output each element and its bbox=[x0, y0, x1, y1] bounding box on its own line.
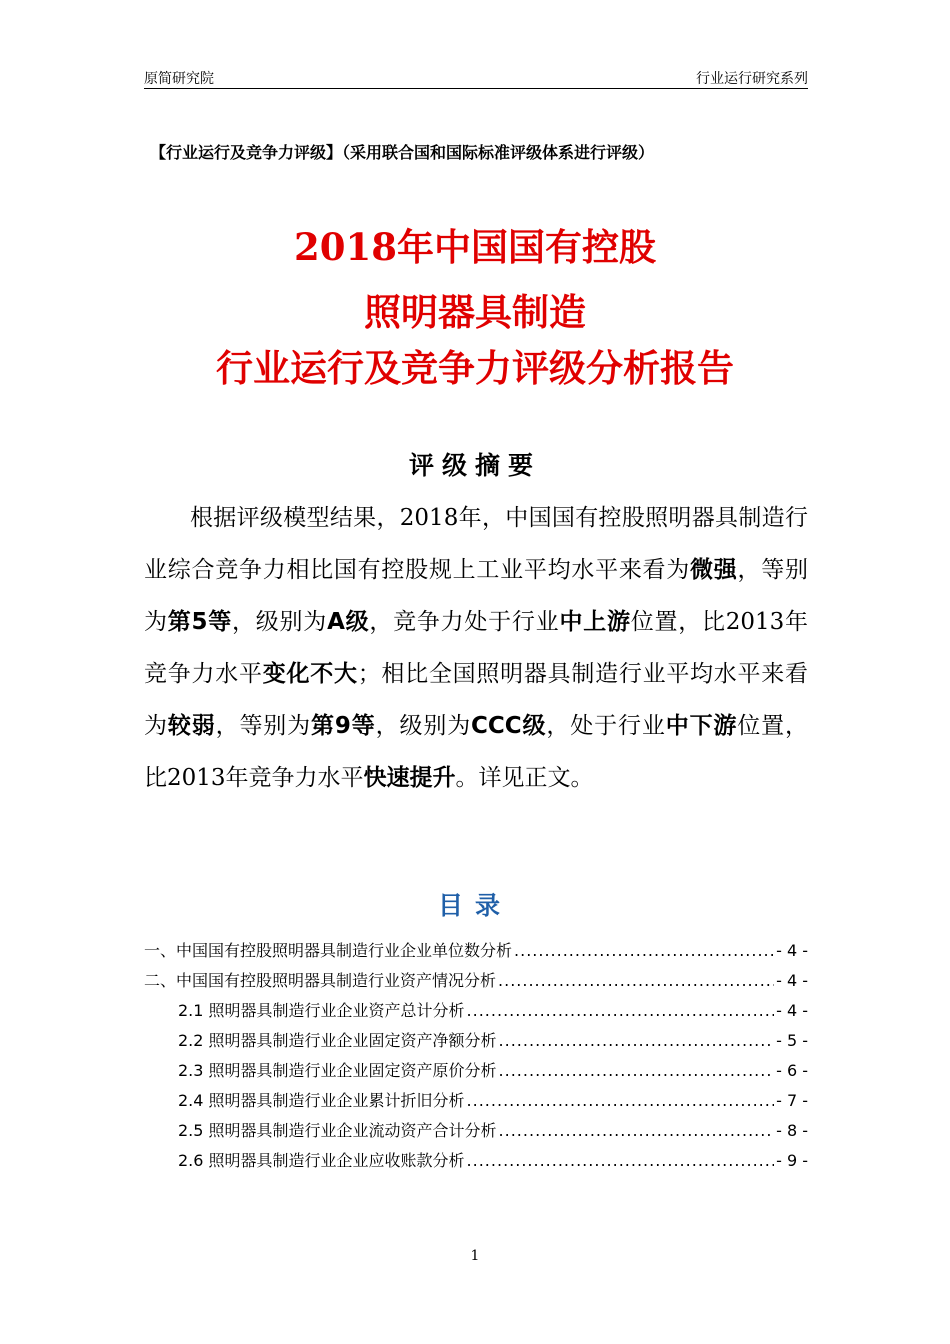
toc-item[interactable] bbox=[144, 966, 808, 996]
header-series: 行业运行研究系列 bbox=[696, 71, 808, 87]
table-of-contents bbox=[144, 936, 808, 1176]
toc-leader-dots bbox=[499, 1026, 775, 1056]
toc-leader-dots bbox=[467, 1086, 775, 1116]
toc-item-page: - 7 - bbox=[776, 1091, 808, 1110]
toc-item-label: 2.3 照明器具制造行业企业固定资产原价分析 bbox=[178, 1061, 497, 1080]
toc-leader-dots bbox=[499, 1056, 775, 1086]
toc-item-label: 一、中国国有控股照明器具制造行业企业单位数分析 bbox=[144, 941, 513, 960]
toc-leader-dots bbox=[499, 1116, 775, 1146]
toc-item-label: 2.6 照明器具制造行业企业应收账款分析 bbox=[178, 1151, 465, 1170]
abstract-text: ，等别为 bbox=[144, 557, 809, 635]
abstract-text: 位置，比2013年竞争力水平 bbox=[144, 609, 809, 687]
abstract-text: ；相比全国照明器具制造行业平均水平来看为 bbox=[144, 661, 809, 739]
toc-leader-dots bbox=[467, 996, 775, 1026]
page-header bbox=[144, 66, 808, 89]
toc-leader-dots bbox=[514, 936, 774, 966]
toc-item-label: 二、中国国有控股照明器具制造行业资产情况分析 bbox=[144, 971, 497, 990]
abstract-emphasis: A级 bbox=[327, 609, 370, 635]
abstract-emphasis: 较弱 bbox=[167, 713, 216, 739]
toc-item[interactable] bbox=[144, 1056, 808, 1086]
toc-leader-dots bbox=[498, 966, 774, 996]
abstract-emphasis: 中上游 bbox=[559, 609, 631, 635]
abstract-text: 位置，比2013年竞争力水平 bbox=[144, 713, 808, 791]
report-title-line-2: 照明器具制造 bbox=[364, 290, 586, 334]
abstract-text: ，处于行业 bbox=[546, 713, 666, 739]
abstract-emphasis: 快速提升 bbox=[363, 765, 456, 791]
toc-item[interactable] bbox=[144, 1026, 808, 1056]
toc-item-page: - 5 - bbox=[776, 1031, 808, 1050]
toc-item[interactable] bbox=[144, 1086, 808, 1116]
abstract-text: ，级别为 bbox=[375, 713, 472, 739]
abstract-emphasis: 第9等 bbox=[311, 713, 376, 739]
rating-line: 【行业运行及竞争力评级】（采用联合国和国际标准评级体系进行评级） bbox=[150, 143, 655, 162]
toc-item-page: - 9 - bbox=[776, 1151, 808, 1170]
abstract-text: ，等别为 bbox=[215, 713, 312, 739]
toc-item[interactable] bbox=[144, 996, 808, 1026]
toc-item[interactable] bbox=[144, 1116, 808, 1146]
toc-item-label: 2.5 照明器具制造行业企业流动资产合计分析 bbox=[178, 1121, 497, 1140]
abstract-emphasis: 变化不大 bbox=[262, 661, 358, 687]
abstract-emphasis: 第5等 bbox=[167, 609, 233, 635]
toc-item[interactable] bbox=[144, 936, 808, 966]
toc-item-label: 2.2 照明器具制造行业企业固定资产净额分析 bbox=[178, 1031, 497, 1050]
toc-item-page: - 4 - bbox=[776, 941, 808, 960]
abstract-heading: 评级摘要 bbox=[408, 451, 541, 480]
toc-item-label: 2.4 照明器具制造行业企业累计折旧分析 bbox=[178, 1091, 465, 1110]
report-title-line-1: 2018年中国国有控股 bbox=[294, 225, 656, 269]
abstract-text: 根据评级模型结果，2018年，中国国有控股照明器具制造行业综合竞争力相比国有控股规上工业平均水平来看为 bbox=[144, 505, 808, 583]
toc-item-page: - 4 - bbox=[776, 1001, 808, 1020]
toc-leader-dots bbox=[467, 1146, 775, 1176]
abstract-text: 。详见正文。 bbox=[455, 765, 594, 791]
abstract-emphasis: 中下游 bbox=[665, 713, 738, 739]
abstract-emphasis: CCC级 bbox=[471, 713, 547, 739]
report-title-line-3: 行业运行及竞争力评级分析报告 bbox=[216, 346, 734, 390]
abstract-paragraph bbox=[144, 492, 808, 804]
toc-item-label: 2.1 照明器具制造行业企业资产总计分析 bbox=[178, 1001, 465, 1020]
header-org: 原简研究院 bbox=[144, 71, 214, 87]
abstract-text: ，级别为 bbox=[232, 609, 328, 635]
toc-item-page: - 6 - bbox=[776, 1061, 808, 1080]
toc-heading: 目录 bbox=[437, 891, 512, 920]
toc-item-page: - 4 - bbox=[776, 971, 808, 990]
toc-item-page: - 8 - bbox=[776, 1121, 808, 1140]
toc-item[interactable] bbox=[144, 1146, 808, 1176]
abstract-text: ，竞争力处于行业 bbox=[369, 609, 560, 635]
page-number: 1 bbox=[470, 1248, 480, 1264]
abstract-emphasis: 微强 bbox=[690, 557, 738, 583]
